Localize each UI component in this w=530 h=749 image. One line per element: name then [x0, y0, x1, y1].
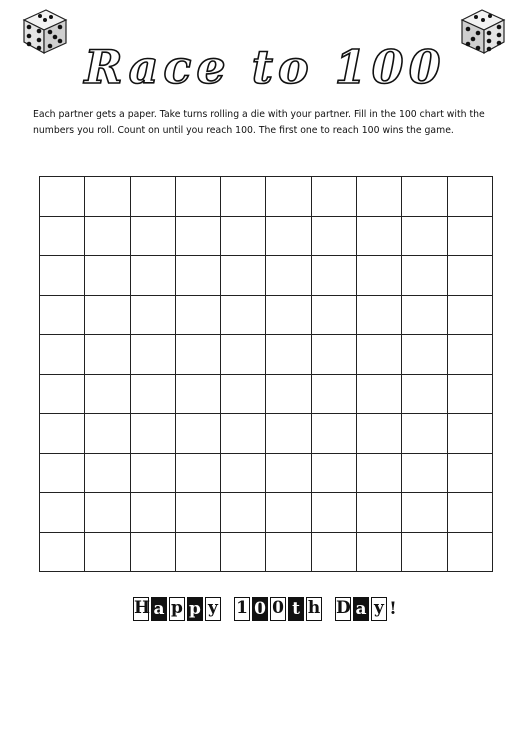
chart-cell[interactable]: [357, 533, 402, 573]
chart-cell[interactable]: [266, 414, 311, 454]
chart-cell[interactable]: [266, 454, 311, 494]
chart-cell[interactable]: [85, 256, 130, 296]
chart-cell[interactable]: [402, 177, 447, 217]
chart-cell[interactable]: [357, 335, 402, 375]
chart-cell[interactable]: [40, 177, 85, 217]
chart-cell[interactable]: [312, 414, 357, 454]
chart-cell[interactable]: [176, 177, 221, 217]
chart-cell[interactable]: [131, 533, 176, 573]
chart-cell[interactable]: [40, 493, 85, 533]
chart-cell[interactable]: [448, 177, 493, 217]
chart-cell[interactable]: [402, 414, 447, 454]
chart-cell[interactable]: [266, 256, 311, 296]
footer-letter: H: [133, 597, 149, 621]
chart-cell[interactable]: [40, 375, 85, 415]
footer-letter: y: [205, 597, 221, 621]
chart-cell[interactable]: [40, 296, 85, 336]
chart-cell[interactable]: [85, 217, 130, 257]
chart-cell[interactable]: [40, 533, 85, 573]
chart-cell[interactable]: [448, 256, 493, 296]
chart-cell[interactable]: [357, 217, 402, 257]
chart-cell[interactable]: [131, 493, 176, 533]
instructions-text: Each partner gets a paper. Take turns rolling a die with your partner. Fill in the 100 chart with the numbers you roll. Count on until you reach 100. The first one to reach 100 wins the game.: [33, 109, 485, 136]
chart-cell[interactable]: [176, 493, 221, 533]
chart-cell[interactable]: [448, 454, 493, 494]
chart-cell[interactable]: [357, 256, 402, 296]
chart-cell[interactable]: [221, 296, 266, 336]
chart-cell[interactable]: [221, 256, 266, 296]
chart-cell[interactable]: [176, 256, 221, 296]
footer-letter: h: [306, 597, 322, 621]
footer-letter: !: [389, 599, 397, 619]
chart-cell[interactable]: [131, 217, 176, 257]
chart-cell[interactable]: [402, 256, 447, 296]
chart-cell[interactable]: [266, 493, 311, 533]
chart-cell[interactable]: [402, 296, 447, 336]
footer-letter: a: [151, 597, 167, 621]
chart-cell[interactable]: [266, 296, 311, 336]
footer-letter: p: [187, 597, 203, 621]
chart-cell[interactable]: [221, 533, 266, 573]
chart-cell[interactable]: [176, 533, 221, 573]
chart-cell[interactable]: [221, 493, 266, 533]
chart-cell[interactable]: [85, 533, 130, 573]
chart-cell[interactable]: [221, 177, 266, 217]
chart-cell[interactable]: [312, 296, 357, 336]
chart-cell[interactable]: [448, 217, 493, 257]
chart-cell[interactable]: [85, 335, 130, 375]
chart-cell[interactable]: [402, 493, 447, 533]
chart-cell[interactable]: [176, 335, 221, 375]
chart-cell[interactable]: [131, 454, 176, 494]
chart-cell[interactable]: [448, 375, 493, 415]
chart-cell[interactable]: [85, 375, 130, 415]
chart-cell[interactable]: [131, 414, 176, 454]
hundred-chart-grid: [39, 176, 493, 572]
chart-cell[interactable]: [357, 177, 402, 217]
chart-cell[interactable]: [448, 414, 493, 454]
chart-cell[interactable]: [85, 414, 130, 454]
chart-cell[interactable]: [176, 414, 221, 454]
chart-cell[interactable]: [312, 177, 357, 217]
footer-letter: p: [169, 597, 185, 621]
chart-cell[interactable]: [266, 177, 311, 217]
chart-cell[interactable]: [402, 335, 447, 375]
chart-cell[interactable]: [85, 454, 130, 494]
chart-cell[interactable]: [312, 256, 357, 296]
chart-cell[interactable]: [402, 217, 447, 257]
chart-cell[interactable]: [176, 217, 221, 257]
chart-cell[interactable]: [312, 375, 357, 415]
chart-cell[interactable]: [357, 375, 402, 415]
chart-cell[interactable]: [266, 533, 311, 573]
chart-cell[interactable]: [40, 454, 85, 494]
chart-cell[interactable]: [312, 454, 357, 494]
chart-cell[interactable]: [312, 217, 357, 257]
chart-cell[interactable]: [448, 533, 493, 573]
chart-cell[interactable]: [266, 375, 311, 415]
footer-letter: a: [353, 597, 369, 621]
chart-cell[interactable]: [85, 177, 130, 217]
chart-cell[interactable]: [176, 296, 221, 336]
footer-letter: [324, 597, 333, 621]
footer-letter: y: [371, 597, 387, 621]
chart-cell[interactable]: [40, 335, 85, 375]
chart-cell[interactable]: [85, 296, 130, 336]
chart-cell[interactable]: [40, 256, 85, 296]
footer-banner: [0, 597, 530, 621]
chart-cell[interactable]: [176, 375, 221, 415]
chart-cell[interactable]: [40, 217, 85, 257]
chart-cell[interactable]: [357, 454, 402, 494]
chart-cell[interactable]: [221, 217, 266, 257]
chart-cell[interactable]: [266, 217, 311, 257]
chart-cell[interactable]: [221, 335, 266, 375]
chart-cell[interactable]: [131, 375, 176, 415]
chart-cell[interactable]: [448, 335, 493, 375]
chart-cell[interactable]: [312, 335, 357, 375]
footer-letter: D: [335, 597, 351, 621]
chart-cell[interactable]: [221, 454, 266, 494]
chart-cell[interactable]: [221, 414, 266, 454]
chart-cell[interactable]: [357, 414, 402, 454]
chart-cell[interactable]: [266, 335, 311, 375]
chart-cell[interactable]: [40, 414, 85, 454]
chart-cell[interactable]: [312, 493, 357, 533]
footer-letter: 0: [270, 597, 286, 621]
chart-cell[interactable]: [402, 533, 447, 573]
footer-letter: t: [288, 597, 304, 621]
chart-cell[interactable]: [131, 177, 176, 217]
chart-cell[interactable]: [448, 296, 493, 336]
footer-letter: 0: [252, 597, 268, 621]
chart-cell[interactable]: [85, 493, 130, 533]
chart-cell[interactable]: [402, 454, 447, 494]
chart-cell[interactable]: [131, 296, 176, 336]
chart-cell[interactable]: [131, 256, 176, 296]
footer-letter: [223, 597, 232, 621]
chart-cell[interactable]: [131, 335, 176, 375]
chart-cell[interactable]: [357, 296, 402, 336]
chart-cell[interactable]: [176, 454, 221, 494]
chart-cell[interactable]: [357, 493, 402, 533]
chart-cell[interactable]: [312, 533, 357, 573]
chart-cell[interactable]: [448, 493, 493, 533]
footer-letter: 1: [234, 597, 250, 621]
chart-cell[interactable]: [402, 375, 447, 415]
chart-cell[interactable]: [221, 375, 266, 415]
page-title: Race to 100: [84, 40, 446, 94]
